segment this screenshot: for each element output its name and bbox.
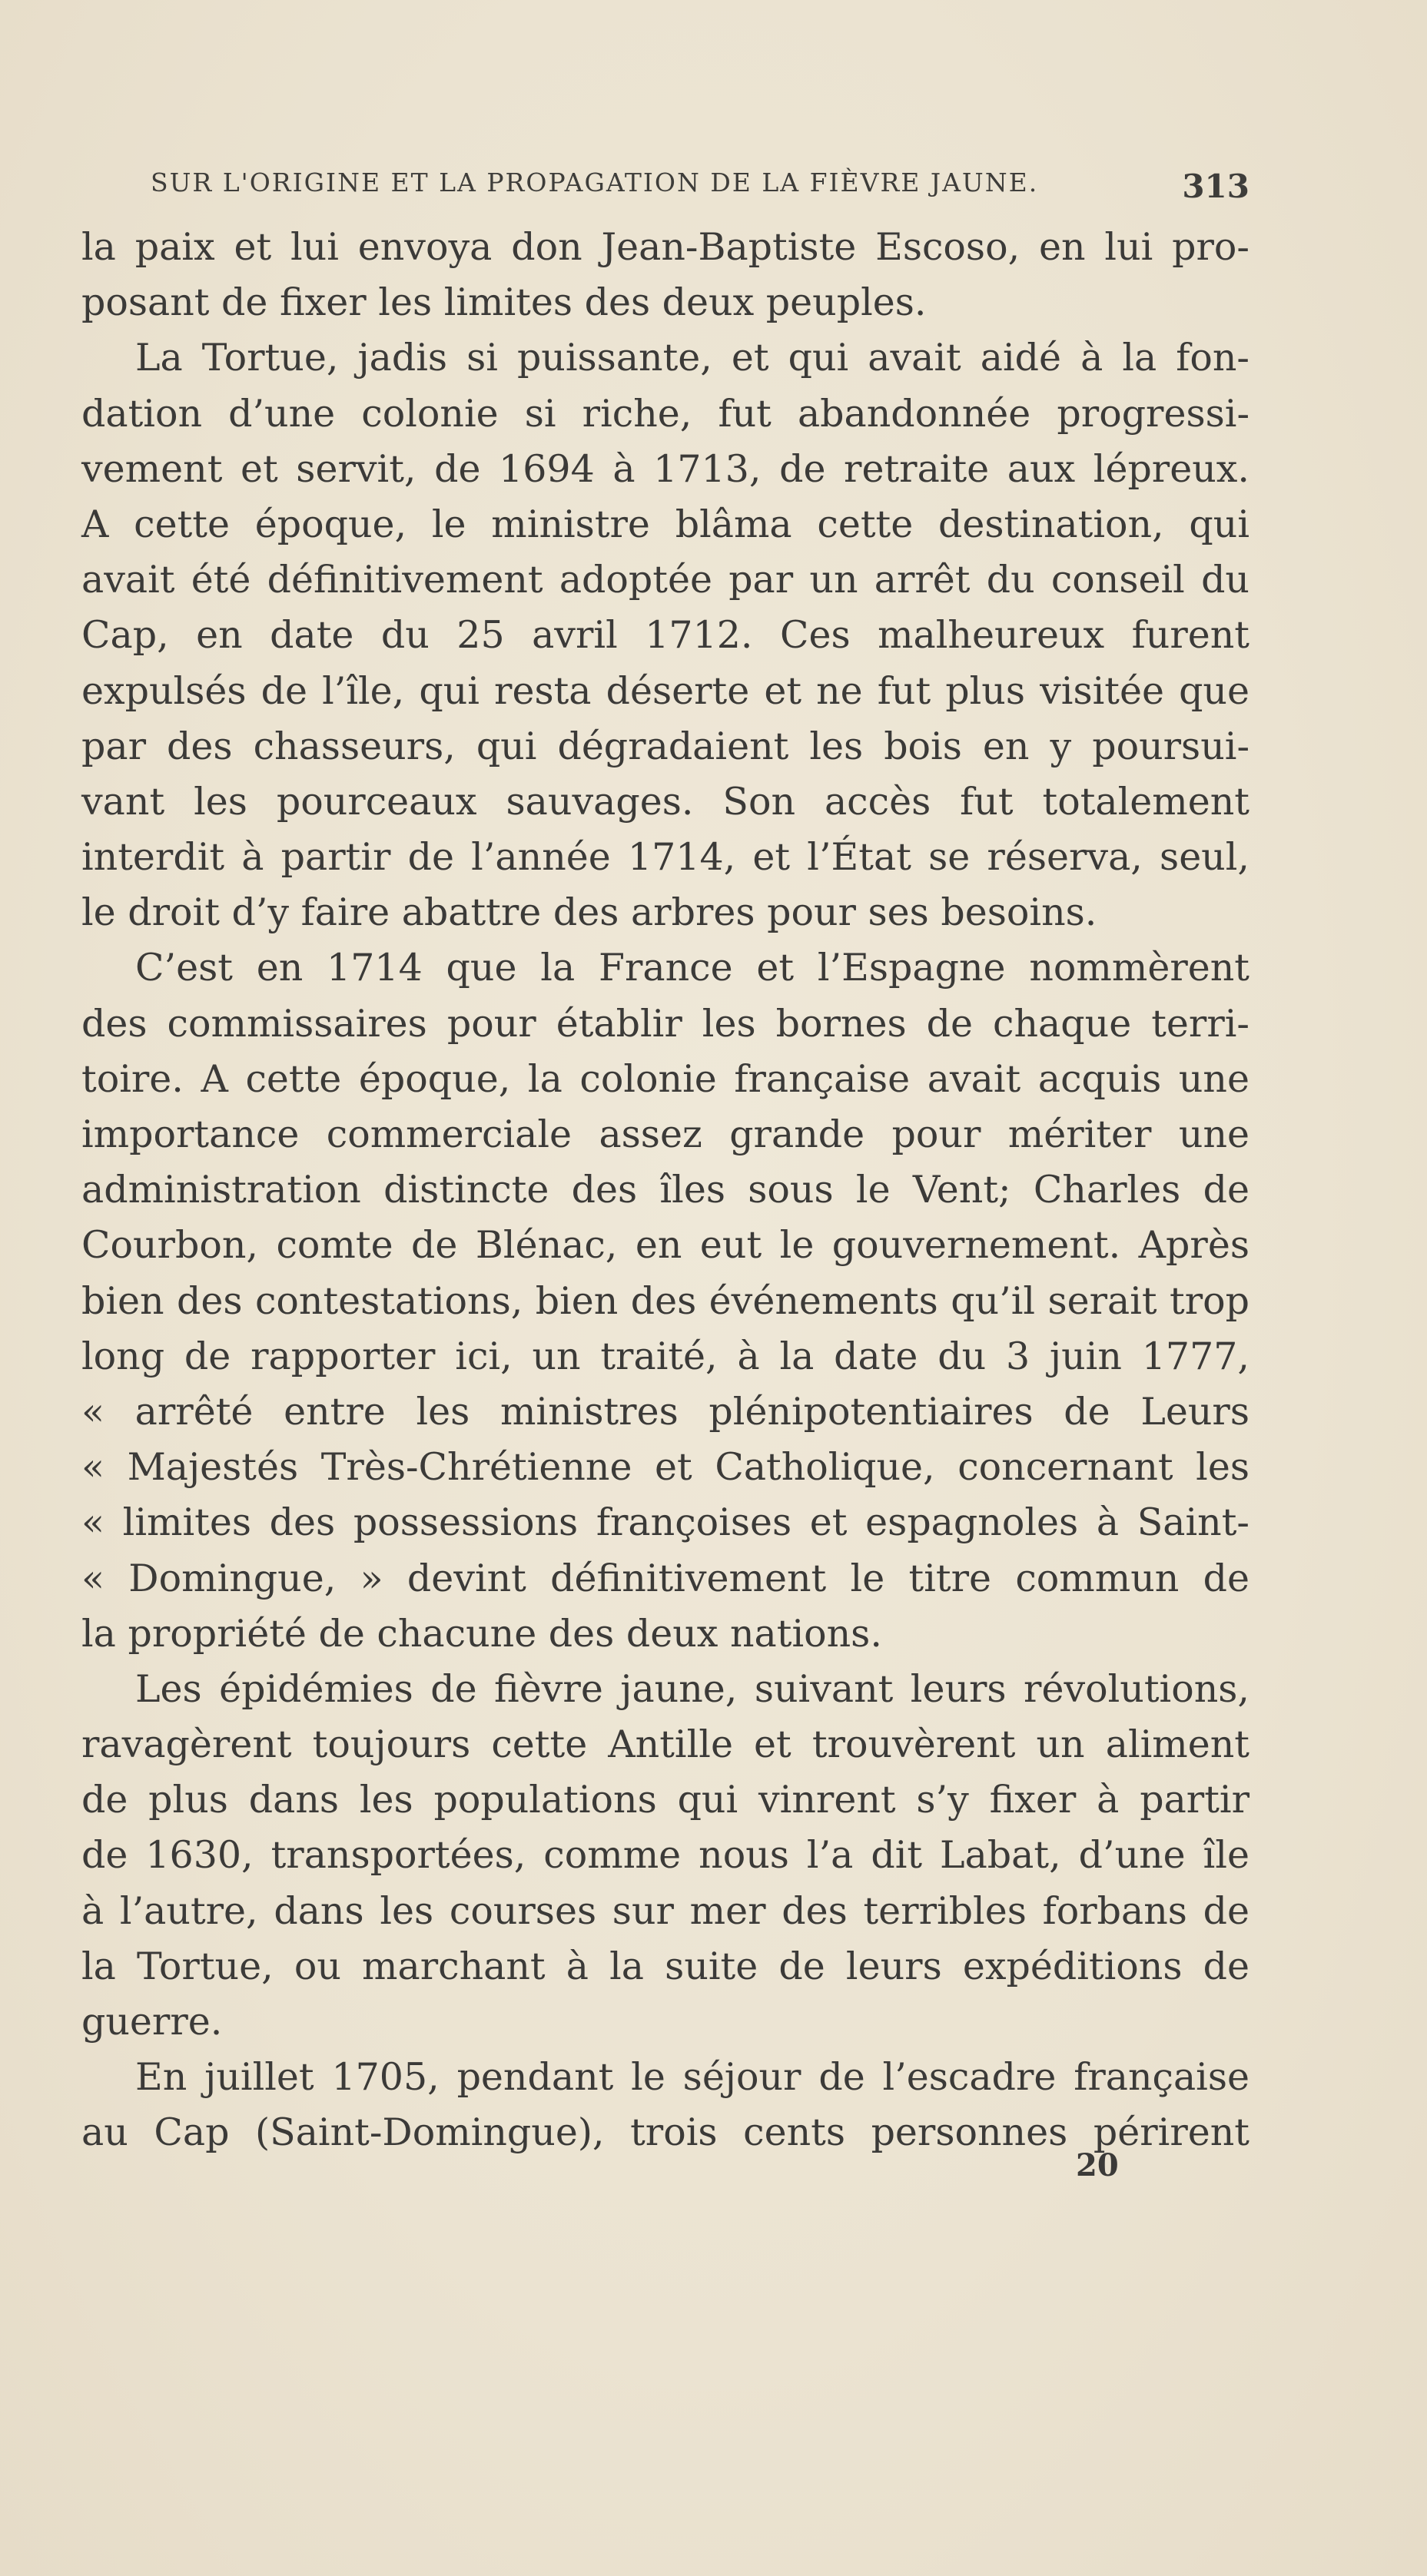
text-line: interdit à partir de l’année 1714, et l’État se réserva, seul,: [81, 835, 1249, 880]
text-line: A cette époque, le ministre blâma cette destination, qui: [81, 502, 1249, 546]
text-line: des commissaires pour établir les bornes de chaque terri-: [81, 1001, 1249, 1046]
text-line: dation d’une colonie si riche, fut abandonnée progressi-: [81, 391, 1249, 436]
text-line: expulsés de l’île, qui resta déserte et ne fut plus visitée que: [81, 668, 1249, 713]
text-line: la propriété de chacune des deux nations.: [81, 1611, 882, 1656]
text-line: Courbon, comte de Blénac, en eut le gouvernement. Après: [81, 1223, 1249, 1268]
text-line: posant de fixer les limites des deux peuples.: [81, 280, 927, 325]
text-line: de plus dans les populations qui vinrent s’y fixer à partir: [81, 1778, 1249, 1822]
running-head: SUR L'ORIGINE ET LA PROPAGATION DE LA FIÈVRE JAUNE.: [151, 167, 1039, 197]
text-line: vement et servit, de 1694 à 1713, de retraite aux lépreux.: [81, 446, 1249, 491]
text-line: ravagèrent toujours cette Antille et trouvèrent un aliment: [81, 1722, 1249, 1767]
text-line: En juillet 1705, pendant le séjour de l’escadre française: [135, 2055, 1249, 2100]
text-line: administration distincte des îles sous le Vent; Charles de: [81, 1168, 1249, 1212]
text-line: vant les pourceaux sauvages. Son accès fut totalement: [81, 779, 1249, 824]
text-line: la Tortue, ou marchant à la suite de leurs expéditions de: [81, 1944, 1249, 1988]
page-number: 313: [1182, 167, 1249, 205]
text-line: « Domingue, » devint définitivement le titre commun de: [81, 1556, 1249, 1600]
text-line: bien des contestations, bien des événements qu’il serait trop: [81, 1278, 1249, 1323]
text-line: importance commerciale assez grande pour mériter une: [81, 1112, 1249, 1156]
text-line: au Cap (Saint-Domingue), trois cents personnes périrent: [81, 2110, 1249, 2155]
text-line: toire. A cette époque, la colonie française avait acquis une: [81, 1056, 1249, 1101]
text-line: « limites des possessions françoises et espagnoles à Saint-: [81, 1500, 1249, 1545]
text-line: la paix et lui envoya don Jean-Baptiste Escoso, en lui pro-: [81, 225, 1249, 269]
page-header: [151, 167, 1249, 217]
text-line: Cap, en date du 25 avril 1712. Ces malheureux furent: [81, 613, 1249, 658]
text-line: « Majestés Très-Chrétienne et Catholique, concernant les: [81, 1445, 1249, 1490]
text-line: long de rapporter ici, un traité, à la date du 3 juin 1777,: [81, 1334, 1249, 1378]
text-line: La Tortue, jadis si puissante, et qui avait aidé à la fon-: [135, 336, 1249, 380]
text-line: de 1630, transportées, comme nous l’a dit Labat, d’une île: [81, 1833, 1249, 1878]
text-line: guerre.: [81, 2000, 223, 2044]
text-line: C’est en 1714 que la France et l’Espagne nommèrent: [135, 946, 1249, 990]
text-line: le droit d’y faire abattre des arbres pour ses besoins.: [81, 890, 1097, 935]
text-line: avait été définitivement adoptée par un arrêt du conseil du: [81, 558, 1249, 602]
signature-mark: 20: [1076, 2147, 1119, 2183]
text-line: à l’autre, dans les courses sur mer des terribles forbans de: [81, 1888, 1249, 1933]
text-line: « arrêté entre les ministres plénipotentiaires de Leurs: [81, 1389, 1249, 1434]
text-line: par des chasseurs, qui dégradaient les bois en y poursui-: [81, 724, 1249, 768]
body-text: [81, 220, 1249, 2161]
text-line: Les épidémies de fièvre jaune, suivant leurs révolutions,: [135, 1666, 1249, 1711]
